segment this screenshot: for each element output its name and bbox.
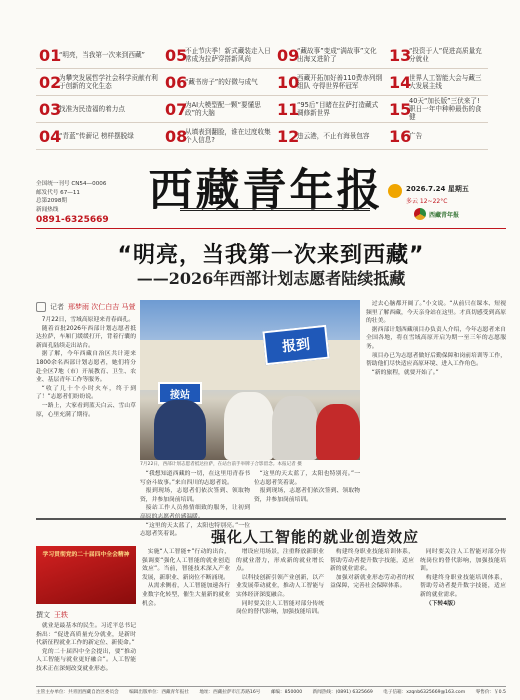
logo-text: 西藏青年报 [429,211,460,219]
masthead-divider [36,228,506,229]
article2-column-4: 构建终身职业技能培训体系，帮助劳动者提升数字技能，适应新的就业需求。 加强对新就业形态劳动者的权益保障，完善社会保障体系。 [330,549,414,590]
index-item[interactable]: 04 “青蓝”传薪记 榜样摆脱绿 [39,126,134,146]
issue-date: 2026.7.24 星期五 [406,185,469,193]
index-item[interactable]: 06 “藏书房子”的好微与成气 [165,72,258,92]
article1-column-1: 7月22日，雪域高原迎来青春面孔。 随着首批2026年西部计划志愿者抵达拉萨，车厢门缓缓打开，背着行囊的新面孔陆续走出站台。 据了解，今年西藏自治区共计迎来1800余名西部计划志愿者，她们将分赴全区7地（市）开展教育、卫生、农业、基层青年工作等服务。 “收了几十个小时火车，终于到了！”志愿者们纷纷说。 一路上，大家看到蓝天白云、雪山草原，心里充满了期待。 [36,317,136,418]
article1-column-2b: “这里的天太蓝了，太阳也特别亮。”一位志愿者笑着说。 报到现场，志愿者们依次签到、领取物资，并参加岗前培训。 [254,471,360,503]
tibetan-title-ornament [180,208,370,216]
footer-info [36,686,506,695]
date-weather [388,184,498,205]
article2-byline [36,610,136,620]
volunteers-photo[interactable] [140,300,360,460]
issn-line: 全国统一刊号 CN54—0006 [36,181,107,187]
postal-code-line: 邮发代号 67—11 [36,189,80,196]
index-item[interactable]: 15 40天“加长版”三伏来了! 职日一年中种种最伤的食健 [389,97,482,121]
photo-person [272,396,318,460]
footer-editor: 编辑出版单位：西藏青年报社 [129,690,189,695]
article2-column-3: 增设应用场景，注重释放新职业的就业潜力，形成新的就业增长点。 以科技创新引领产业创新，以产业发展带动就业，推动人工智能与实体经济深度融合。 同时要关注人工智能对部分传统岗位的替代影响，加强技能培训。 [236,549,324,616]
promo-text: 学习贯彻党的二十届四中全会精神 [42,552,130,558]
newspaper-title: 西藏青年报 [148,165,384,216]
index-table [36,42,488,150]
index-row [36,69,488,96]
footer-price: 零售价：￥0.5 [475,690,506,695]
byline-names: 邢梦雨 次仁白吉 马萱 [68,303,136,311]
index-row [36,123,488,150]
index-item[interactable]: 13 “投资于人”促进高质量充分就业 [389,45,482,65]
index-item[interactable]: 08 从填表到翻脸，谁在过度收集个人信息? [165,126,271,146]
byline-names: 王轶 [54,611,68,619]
index-item[interactable]: 12 违云港，不止有海景包容 [277,126,370,146]
index-item[interactable]: 10 西藏开拓加好善110费赤列纲组队 夺得世界杯冠军 [277,72,383,92]
main-subheadline: ——2026年西部计划志愿者陆续抵藏 [136,269,406,288]
index-item[interactable]: 11 “95后”目睹在拉萨打造藏式调修新世界 [277,99,379,119]
photo-caption: 7月22日，西部计划志愿者抵达拉萨，在站台前手举牌子合影留念。本报记者 摄 [140,462,302,467]
masthead-info [36,180,146,225]
article2-column-1: 就业是最基本的民生。习近平总书记指出：“促进高质量充分就业，是新时代新征程就业工作的新定位、新使命。” 党的二十届四中全会提出，要“推动人工智能与就业更好融合”。人工智能技术正在深刻改变就业形态。 [36,623,136,672]
index-row [36,96,488,123]
article1-column-3: 过去心脑都开阔了。”小文说。“从前只在课本、短视频里了解西藏，今天亲身站在这里。才真切感受到高原的壮美。 据西部计划西藏项目办负责人介绍，今年志愿者来自全国各地，将在雪域高原开启为期一至三年的志愿服务。 项目办已为志愿者做好后勤保障和岗前培训等工作，帮助他们尽快适应高原环境、进入工作角色。 “新的旅程，就要开始了。” [366,301,506,376]
index-item[interactable]: 01 “明亮，当我第一次来到西藏” [39,45,145,65]
index-item[interactable]: 07 为AI大模型配一颗“要懂思政”的大脑 [165,99,261,119]
weather-forecast: 多云 12~22°C [406,198,448,205]
article1-column-2: “我想知道西藏的一切，在这里用青春书写奋斗故事。”来自四川的志愿者说。 报到现场，志愿者们依次签到、领取物资，并参加岗前培训。 接站工作人员热情细致的服务，让初到高原的志愿者倍感温暖。 “这里的天太蓝了，太阳也特别亮。”一位志愿者笑着说。 [140,471,250,538]
continued-note: （下转4版） [425,600,459,607]
article2-headline[interactable]: 强化人工智能的就业创造效应 [210,528,419,546]
footer-publisher: 主管主办单位：共青团西藏自治区委员会 [36,690,119,695]
photo-person [224,392,274,460]
hotline-label: 新闻热线 [36,206,59,213]
photo-sign-small: 接站 [158,382,202,404]
index-item[interactable]: 03 找准为民造福的着力点 [39,99,125,119]
index-item[interactable]: 09 “藏故事”变成“满故事”文化出海又进阶了 [277,45,377,65]
footer-postcode: 邮编：850000 [270,690,303,695]
photo-sign-large: 报到 [262,325,329,366]
index-item[interactable]: 14 世界人工智能大会与藏三大发展主线 [389,72,482,92]
photo-person [316,404,360,460]
footer-email: 电子信箱：xzqnb6325669@163.com [383,690,466,695]
logo-emblem-icon [414,208,426,220]
index-item[interactable]: 16 广告 [389,126,423,146]
theme-promo-banner [36,546,136,604]
byline-label: 撰文 [36,611,50,619]
main-headline[interactable]: “明亮，当我第一次来到西藏” [117,243,425,268]
article2-column-2: 实施“人工智能+”行动的出台，强调要“强化人工智能的就业创造效应”。当前，智能技术深入产业发展，新职业、新岗位不断涌现。 从需求侧看，人工智能加速各行业数字化转型，催生大量新的就业机会。 [142,549,230,607]
footer-address: 地址：西藏拉萨市江苏路16号 [199,690,261,695]
byline-label: 记者 [50,303,64,311]
footer-hotline: 新闻热线：(0891) 6325669 [312,690,373,695]
article-divider [36,518,506,520]
photo-person [154,400,206,460]
issue-number-line: 总第2098期 [36,198,68,204]
article2-column-5: 同时要关注人工智能对部分传统岗位的替代影响，加强技能培训。 构建终身职业技能培训体系，帮助劳动者提升数字技能，适应新的就业需求。 （下转4版） [420,549,506,607]
index-item[interactable]: 02 为攀突发展哲学社会科学贡献有利于创新的文化生态 [39,72,158,92]
hotline-number: 0891-6325669 [36,215,109,225]
pen-icon [36,302,46,312]
index-item[interactable]: 05 不止节庆季！新式藏装走入日常成为拉萨穿搭新风尚 [165,45,271,65]
index-row [36,42,488,69]
newspaper-logo [414,208,504,220]
sun-icon [388,184,402,198]
